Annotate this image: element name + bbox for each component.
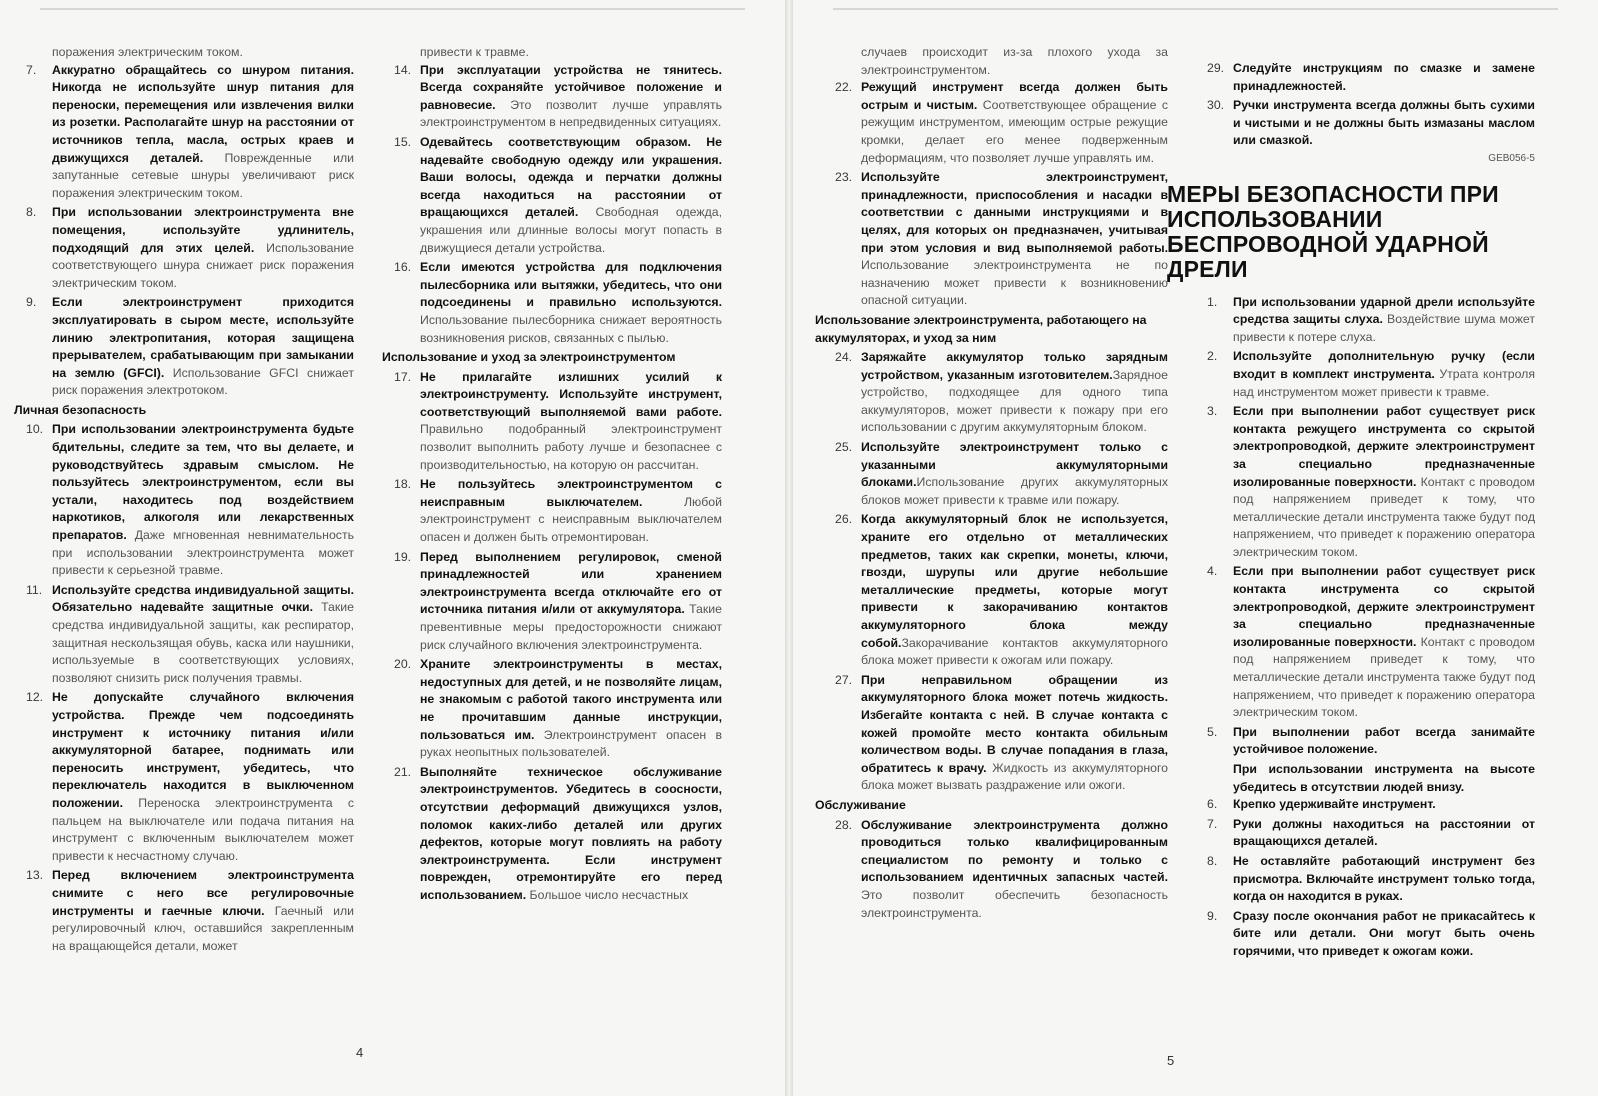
item-normal-text: Использование других аккумуляторных блоков может привести к травме или пожару. [861,475,1168,507]
item-number: 1. [1207,294,1218,309]
item-number: 19. [394,549,412,564]
item-text [861,817,1168,923]
item-number: 10. [26,422,44,437]
item-text [1233,563,1535,721]
item-bold-text: Используйте электроинструмент только с указанными аккумуляторными блоками. [861,440,1168,490]
item-number: 8. [1207,853,1218,868]
item-normal-text: Большое число несчастных [526,887,689,902]
item-normal-text: Такие средства индивидуальной защиты, как респиратор, защитная нескользящая обувь, каска или наушники, используемые в соответствующих условиях, позволяют снизить риск получения травмы. [52,600,354,685]
item-bold-text: При эксплуатации устройства не тянитесь. Всегда сохраняйте устойчивое положение и равновесие. [420,62,722,112]
top-rule [833,8,1558,10]
page-fold [785,0,793,1096]
item-normal-text: Использование пылесборника снижает вероятность возникновения рисков, связанных с пылью. [420,312,722,345]
item-number: 5. [1207,724,1218,739]
item-bold-text: Обслуживание электроинструмента должно проводиться только квалифицированным специалистом по ремонту и только с использованием идентичных запасных частей. [861,817,1168,885]
item-number: 24. [835,350,853,365]
item-number: 9. [1207,908,1218,923]
item-text [52,294,354,400]
item-text [420,134,722,257]
item-text [52,689,354,865]
item-text [1233,816,1535,851]
item-text [861,169,1168,310]
item-text [1233,348,1535,401]
continued-text: привести к травме. [420,45,529,59]
page-number: 5 [1167,1053,1175,1068]
item-normal-text: Это позволит обеспечить безопасность электроинструмента. [861,887,1168,920]
item-bold-text: Режущий инструмент всегда должен быть острым и чистым. [861,80,1168,112]
item-bold-text: При выполнении работ всегда занимайте устойчивое положение. [1233,724,1535,757]
list-item [1195,724,1535,759]
item-bold-text: Если имеются устройства для подключения пылесборника или вытяжки, убедитесь, что они подсоединены и правильно используются. [420,260,722,310]
item-bold-text: Не оставляйте работающий инструмент без присмотра. Включайте инструмент только тогда, когда он находится в руках. [1233,853,1535,904]
item-normal-text: Зарядное устройство, подходящее для одного типа аккумуляторов, может привести к пожару при его использовании с другим аккумуляторным блоком. [861,367,1168,435]
item-normal-text: Переноска электроинструмента с пальцем на выключателе или подача питания на инструмент с включенным выключателем может привести к несчастному случаю. [52,795,354,863]
item-number: 21. [394,764,412,779]
continued-text: поражения электрическим током. [52,45,243,59]
item-number: 14. [394,62,412,77]
item-bold-text: Следуйте инструкциям по смазке и замене принадлежностей. [1233,61,1535,93]
item-bold-text: Перед включением электроинструмента снимите с него все регулировочные инструменты и гаечные ключи. [52,868,354,918]
item-list [1195,796,1535,960]
list-item [823,511,1168,669]
item-list [14,62,354,400]
list-item [14,294,354,400]
list-item [382,656,722,762]
item-number: 26. [835,512,853,527]
item-normal-text: Утрата контроля над инструментом может привести к травме. [1233,366,1535,399]
list-item [382,259,722,347]
column-4 [1167,60,1535,963]
column-2 [382,44,722,907]
item-bold-text: Когда аккумуляторный блок не используется, храните его отдельно от металлических предметов, таких как скрепки, монеты, ключи, гвозди, шурупы или другие небольшие металлические предметы, которые могут привести к закорачиванию контактов аккумуляторного блока между собой. [861,512,1168,650]
item-number: 27. [835,672,853,687]
item-text [52,867,354,955]
item-text [861,79,1168,167]
item-list [14,421,354,955]
list-item [1195,403,1535,561]
list-item [823,439,1168,509]
item-normal-text: Соответствующее обращение с режущим инструментом, имеющим острые режущие кромки, делает его менее подверженным деформациям, что позволяет лучше управлять им. [861,97,1168,165]
item-bold-text: Выполняйте техническое обслуживание электроинструментов. Убедитесь в соосности, отсутствии деформаций движущихся узлов, поломок каких-либо деталей или других дефектов, которые могут повлиять на работу электроинструмента. Если инструмент поврежден, отремонтируйте его перед использованием. [420,764,722,902]
item-number: 18. [394,477,412,492]
item-text [1233,796,1535,814]
item-bold-text: Одевайтесь соответствующим образом. Не надевайте свободную одежду или украшения. Ваши волосы, одежда и перчатки должны всегда находиться на расстоянии от вращающихся деталей. [420,134,722,220]
section-heading: Использование и уход за электроинструментом [382,350,676,365]
item-number: 22. [835,80,853,95]
item-number: 11. [26,582,43,597]
list-item [382,134,722,257]
item-bold-text: Если при выполнении работ существует риск контакта режущего инструмента со скрытой электропроводкой, держите электроинструмент за специально предназначенные изолированные поверхности. [1233,404,1535,489]
column-3 [815,44,1169,924]
list-item [1195,796,1535,814]
list-item [382,369,722,475]
item-normal-text: Любой электроинструмент с неисправным выключателем опасен и должен быть отремонтирован. [420,494,722,545]
list-item [14,204,354,292]
item-text [1233,724,1535,759]
item-list [1195,60,1535,150]
item-text [420,62,722,132]
list-item [823,169,1168,310]
item-bold-text: Не пользуйтесь электроинструментом с неисправным выключателем. [420,477,722,509]
item-text [420,764,722,905]
item-number: 16. [394,260,412,275]
item-number: 28. [835,817,853,832]
item-text [861,439,1168,509]
list-item [1195,816,1535,851]
item-normal-text: Контакт с проводом под напряжением приведет к тому, что металлические детали инструмента также будут под напряжением, что приведет к поражению оператора электрическим током. [1233,474,1535,559]
item-number: 23. [835,170,853,185]
list-item [14,582,354,688]
item-number: 8. [26,205,37,220]
item-number: 9. [26,295,37,310]
item-number: 7. [26,62,37,77]
list-item [1195,348,1535,401]
item-bold-text: Ручки инструмента всегда должны быть сухими и чистыми и не должны быть измазаны маслом или смазкой. [1233,98,1535,148]
item-number: 7. [1207,816,1218,831]
item-list [823,79,1168,310]
item-text [1233,403,1535,561]
item-text [420,259,722,347]
item-bold-text: Аккуратно обращайтесь со шнуром питания. Никогда не используйте шнур питания для переноски, перемещения или извлечения вилки из розетки. Располагайте шнур на расстоянии от источников тепла, масла, острых краев и движущихся деталей. [52,62,354,165]
list-item [14,689,354,865]
item-list [382,369,722,905]
item-text [861,672,1168,795]
item-bold-text: Если при выполнении работ существует риск контакта инструмента со скрытой электропроводкой, держите электроинструмент за специально предназначенные изолированные поверхности. [1233,564,1535,649]
item-text [1233,97,1535,150]
item-number: 25. [835,440,853,455]
list-item [823,349,1168,437]
item-bold-text: Крепко удерживайте инструмент. [1233,797,1436,812]
item-bold-text: Не прилагайте излишних усилий к электроинструменту. Используйте инструмент, соответствующий выполняемой вами работе. [420,369,722,419]
item-bold-text: Не допускайте случайного включения устройства. Прежде чем подсоединять инструмент к источнику питания и/или аккумуляторной батарее, поднимать или переносить инструмент, убедитесь, что переключатель находится в выключенном положении. [52,690,354,810]
document-code: GEB056-5 [1488,152,1535,164]
item-bold-text: Храните электроинструменты в местах, недоступных для детей, и не позволяйте лицам, не знакомым с работой такого инструмента или не прочитавшим данные инструкции, пользоваться им. [420,657,722,742]
item-number: 17. [394,369,412,384]
item-text [1233,60,1535,95]
item-number: 30. [1207,98,1225,113]
item-bold-text: Руки должны находиться на расстоянии от вращающихся деталей. [1233,816,1535,849]
item-text [420,549,722,655]
item-bold-text: При использовании электроинструмента будьте бдительны, следите за тем, что вы делаете, и руководствуйтесь здравым смыслом. Не пользуйтесь электроинструментом, если вы устали, находитесь под воздействием наркотиков, алкоголя или лекарственных препаратов. [52,422,354,543]
item-number: 29. [1207,61,1225,75]
left-page [0,0,785,1096]
item-list [823,817,1168,923]
list-item [823,79,1168,167]
item-number: 3. [1207,404,1218,419]
list-item [382,62,722,132]
item-text [52,204,354,292]
item-text [52,421,354,579]
item-bold-text: При использовании ударной дрели используйте средства защиты слуха. [1233,294,1535,327]
column-1 [14,44,354,957]
item-text [861,349,1168,437]
item-bold-text: Если электроинструмент приходится эксплуатировать в сыром месте, используйте линию электропитания, которая защищена прерывателем, срабатывающим при замыкании на землю (GFCI). [52,295,354,380]
item-number: 4. [1207,564,1218,579]
item-text [861,511,1168,669]
item-normal-text: Контакт с проводом под напряжением приведет к тому, что металлические детали инструмента также будут под напряжением, что приведет к поражению оператора электрическим током. [1233,634,1535,720]
list-item [823,817,1168,923]
item-bold-text: При неправильном обращении из аккумуляторного блока может потечь жидкость. Избегайте контакта с ней. В случае контакта с кожей промойте место контакта обильным количеством воды. В случае попадания в глаза, обратитесь к врачу. [861,672,1168,775]
item-bold-text: Используйте электроинструмент, принадлежности, приспособления и насадки в соответствии с данными инструкциями и в целях, для которых он предназначен, учитывая при этом условия и вид выполняемой работы. [861,170,1168,255]
item-number: 6. [1207,797,1218,812]
item-bold-text: Сразу после окончания работ не прикасайтесь к бите или детали. Они могут быть очень горячими, что приведет к ожогам кожи. [1233,908,1535,958]
item-normal-text: Гаечный или регулировочный ключ, оставшийся закрепленным на вращающейся детали, может [52,903,354,953]
item-text [52,582,354,688]
list-item [1195,908,1535,961]
item-text [420,656,722,762]
item-normal-text: Использование электроинструмента не по назначению может привести к возникновению опасной ситуации. [861,258,1168,308]
section-heading: Использование электроинструмента, работающего на аккумуляторах, и уход за ним [815,312,1147,345]
item-text [52,62,354,203]
list-item [1195,853,1535,906]
item-normal-text: Использование соответствующего шнура снижает риск поражения электрическим током. [52,240,354,290]
item-number: 2. [1207,349,1218,364]
item-list [823,349,1168,795]
continued-text: случаев происходит из-за плохого ухода за электроинструментом. [861,45,1168,77]
right-page [793,0,1598,1096]
list-item [1195,60,1535,95]
item-text [1233,908,1535,961]
top-rule [40,8,745,10]
list-item [382,764,722,905]
list-item [1195,294,1535,347]
item-normal-text: Даже мгновенная невнимательность при использовании электроинструмента может привести к серьезной травме. [52,528,354,578]
item-number: 15. [394,134,412,149]
item-continuation: При использовании инструмента на высоте убедитесь в отсутствии людей внизу. [1233,762,1535,794]
item-list [1195,294,1535,759]
list-item [1195,97,1535,150]
item-normal-text: Использование GFCI снижает риск поражения электротоком. [52,365,354,398]
item-text [1233,294,1535,347]
item-bold-text: Используйте дополнительную ручку (если входит в комплект инструмента. [1233,349,1535,381]
item-normal-text: Жидкость из аккумуляторного блока может вызвать раздражение или ожоги. [861,760,1169,793]
page-number: 4 [356,1045,364,1060]
item-list [382,62,722,348]
item-normal-text: Воздействие шума может привести к потере слуха. [1233,312,1535,344]
item-normal-text: Такие превентивные меры предосторожности снижают риск случайного включения электроинструмента. [420,602,722,652]
section-heading: Личная безопасность [14,402,147,417]
list-item [14,867,354,955]
item-number: 13. [26,868,44,883]
item-normal-text: Закорачивание контактов аккумуляторного блока может привести к ожогам или пожару. [861,635,1168,668]
item-normal-text: Правильно подобранный электроинструмент позволит выполнить работу лучше и безопаснее с производительностью, на которую он рассчитан. [420,422,722,472]
item-normal-text: Электроинструмент опасен в руках неопытных пользователей. [420,727,722,760]
section-title: МЕРЫ БЕЗОПАСНОСТИ ПРИ ИСПОЛЬЗОВАНИИ БЕСПРОВОДНОЙ УДАРНОЙ ДРЕЛИ [1167,180,1499,282]
list-item [382,549,722,655]
item-normal-text: Поврежденные или запутанные сетевые шнуры увеличивают риск поражения электрическим током. [52,150,354,200]
item-normal-text: Это позволит лучше управлять электроинструментом в непредвиденных ситуациях. [420,97,722,130]
list-item [14,421,354,579]
item-text [420,476,722,546]
item-normal-text: Свободная одежда, украшения или длинные волосы могут попасть в движущиеся детали устройства. [420,205,722,255]
item-text [420,369,722,475]
item-number: 20. [394,657,412,672]
list-item [1195,563,1535,721]
item-text [1233,853,1535,906]
item-bold-text: Заряжайте аккумулятор только зарядным устройством, указанным изготовителем. [861,350,1168,382]
section-heading: Обслуживание [815,797,906,812]
item-bold-text: Используйте средства индивидуальной защиты. Обязательно надевайте защитные очки. [52,582,354,615]
item-bold-text: При использовании электроинструмента вне помещения, используйте удлинитель, подходящий для этих целей. [52,205,354,255]
list-item [823,672,1168,795]
item-number: 12. [26,690,44,705]
list-item [382,476,722,546]
item-bold-text: Перед выполнением регулировок, сменой принадлежностей или хранением электроинструмента всегда отключайте его от источника питания и/или от аккумулятора. [420,549,722,617]
list-item [14,62,354,203]
